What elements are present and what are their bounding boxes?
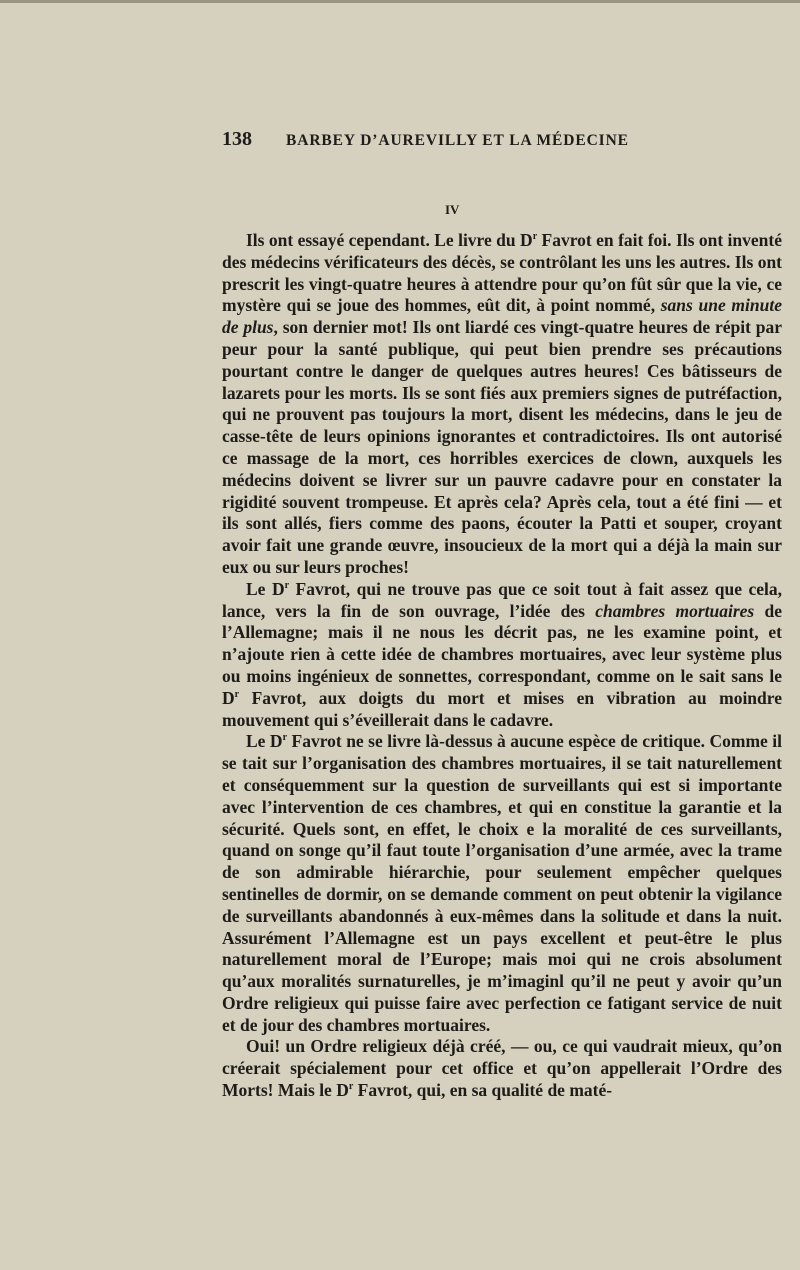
superscript: r [284, 579, 290, 591]
superscript: r [532, 231, 538, 243]
italic-phrase: chambres mortuaires [595, 600, 755, 621]
paragraph [222, 731, 782, 1036]
paragraph [222, 1036, 782, 1101]
text-segment: Oui! un Ordre religieux déjà créé, — ou, ce qui vaudrait mieux, qu’on créerait spécialement pour cet office et qu’on appellerait l’Ordre des Morts! Mais le D [222, 1036, 782, 1101]
text-segment: Le D [246, 578, 285, 599]
page-number: 138 [222, 128, 252, 150]
top-edge-rule [0, 0, 800, 3]
text-segment: Favrot en fait foi. Ils ont inventé des médecins vérificateurs des décès, se contrôlant les uns les autres. Ils ont prescrit les vingt-quatre heures à attendre pour qu’on fût sûr que la vie, ce mystère qui se joue des hommes, eût dit, à point nommé, [222, 230, 782, 316]
text-segment: Favrot ne se livre là-dessus à aucune espèce de critique. Comme il se tait sur l’organisation des chambres mortuaires, il se tait naturellement et conséquemment sur la question de surveillants qui est si importante avec l’intervention de ces chambres, et qui en constitue la garantie et la sécurité. Quels sont, en effet, le choix e la moralité de ces surveillants, quand on songe qu’il faut toute l’organisation d’une armée, avec la trame de son admirable hiérarchie, pour seulement empêcher quelques sentinelles de dormir, on se demande comment on peut obtenir la vigilance de surveillants abandonnés à eux-mêmes dans la solitude et dans la nuit. Assurément l’Allemagne est un pays excellent et peut-être le plus naturellement moral de l’Europe; mais moi qui ne crois absolument qu’aux moralités surnaturelles, je m’imaginl qu’il ne peut y avoir qu’un Ordre religieux qui puisse faire avec perfection ce fatigant service de nuit et de jour des chambres mortuaires. [222, 731, 782, 1035]
text-segment: de l’Allemagne; mais il ne nous les décrit pas, ne les examine point, et n’ajoute rien à cette idée de chambres mortuaires, avec leur système plus ou moins ingénieux de sonnettes, correspondant, comme on le sait sans le D [222, 600, 783, 708]
text-segment: Favrot, aux doigts du mort et mises en vibration au moindre mouvement qui s’éveillerait dans le cadavre. [222, 687, 782, 730]
superscript: r [348, 1081, 354, 1093]
text-segment: , son dernier mot! Ils ont liardé ces vingt-quatre heures de répit par peur pour la santé publique, qui peut bien prendre ses précautions pourtant contre le danger de quelques autres heures! Ces bâtisseurs de lazarets pour les morts. Ils se sont fiés aux premiers signes de putréfaction, qui ne prouvent pas toujours la mort, disent les médecins, dans le jeu de casse-tête de leurs opinions ignorantes et contradictoires. Ils ont autorisé ce massage de la mort, ces horribles exercices de clown, auxquels les médecins doivent se livrer sur un pauvre cadavre pour en constater la rigidité souvent trompeuse. Et après cela? Après cela, tout a été fini — et ils sont allés, fiers comme des paons, écouter la Patti et souper, croyant avoir fait une grande œuvre, insoucieux de la mort qui a déjà la main sur eux ou sur leurs proches! [222, 317, 782, 577]
superscript: r [234, 688, 240, 700]
italic-phrase: sans une minute de plus [222, 295, 782, 338]
text-segment: Favrot, qui, en sa qualité de maté- [353, 1080, 613, 1101]
text-segment: Le D [246, 731, 283, 752]
running-title: BARBEY D’AUREVILLY ET LA MÉDECINE [286, 132, 629, 149]
superscript: r [282, 732, 288, 744]
section-number: IV [445, 202, 460, 217]
text-segment: Ils ont essayé cependant. Le livre du D [246, 230, 533, 250]
paragraph [222, 579, 782, 732]
text-segment: Favrot, qui ne trouve pas que ce soit tout à fait assez que cela, lance, vers la fin de son ouvrage, l’idée des [222, 578, 783, 621]
paragraph [222, 230, 782, 579]
body-text [222, 230, 782, 1102]
